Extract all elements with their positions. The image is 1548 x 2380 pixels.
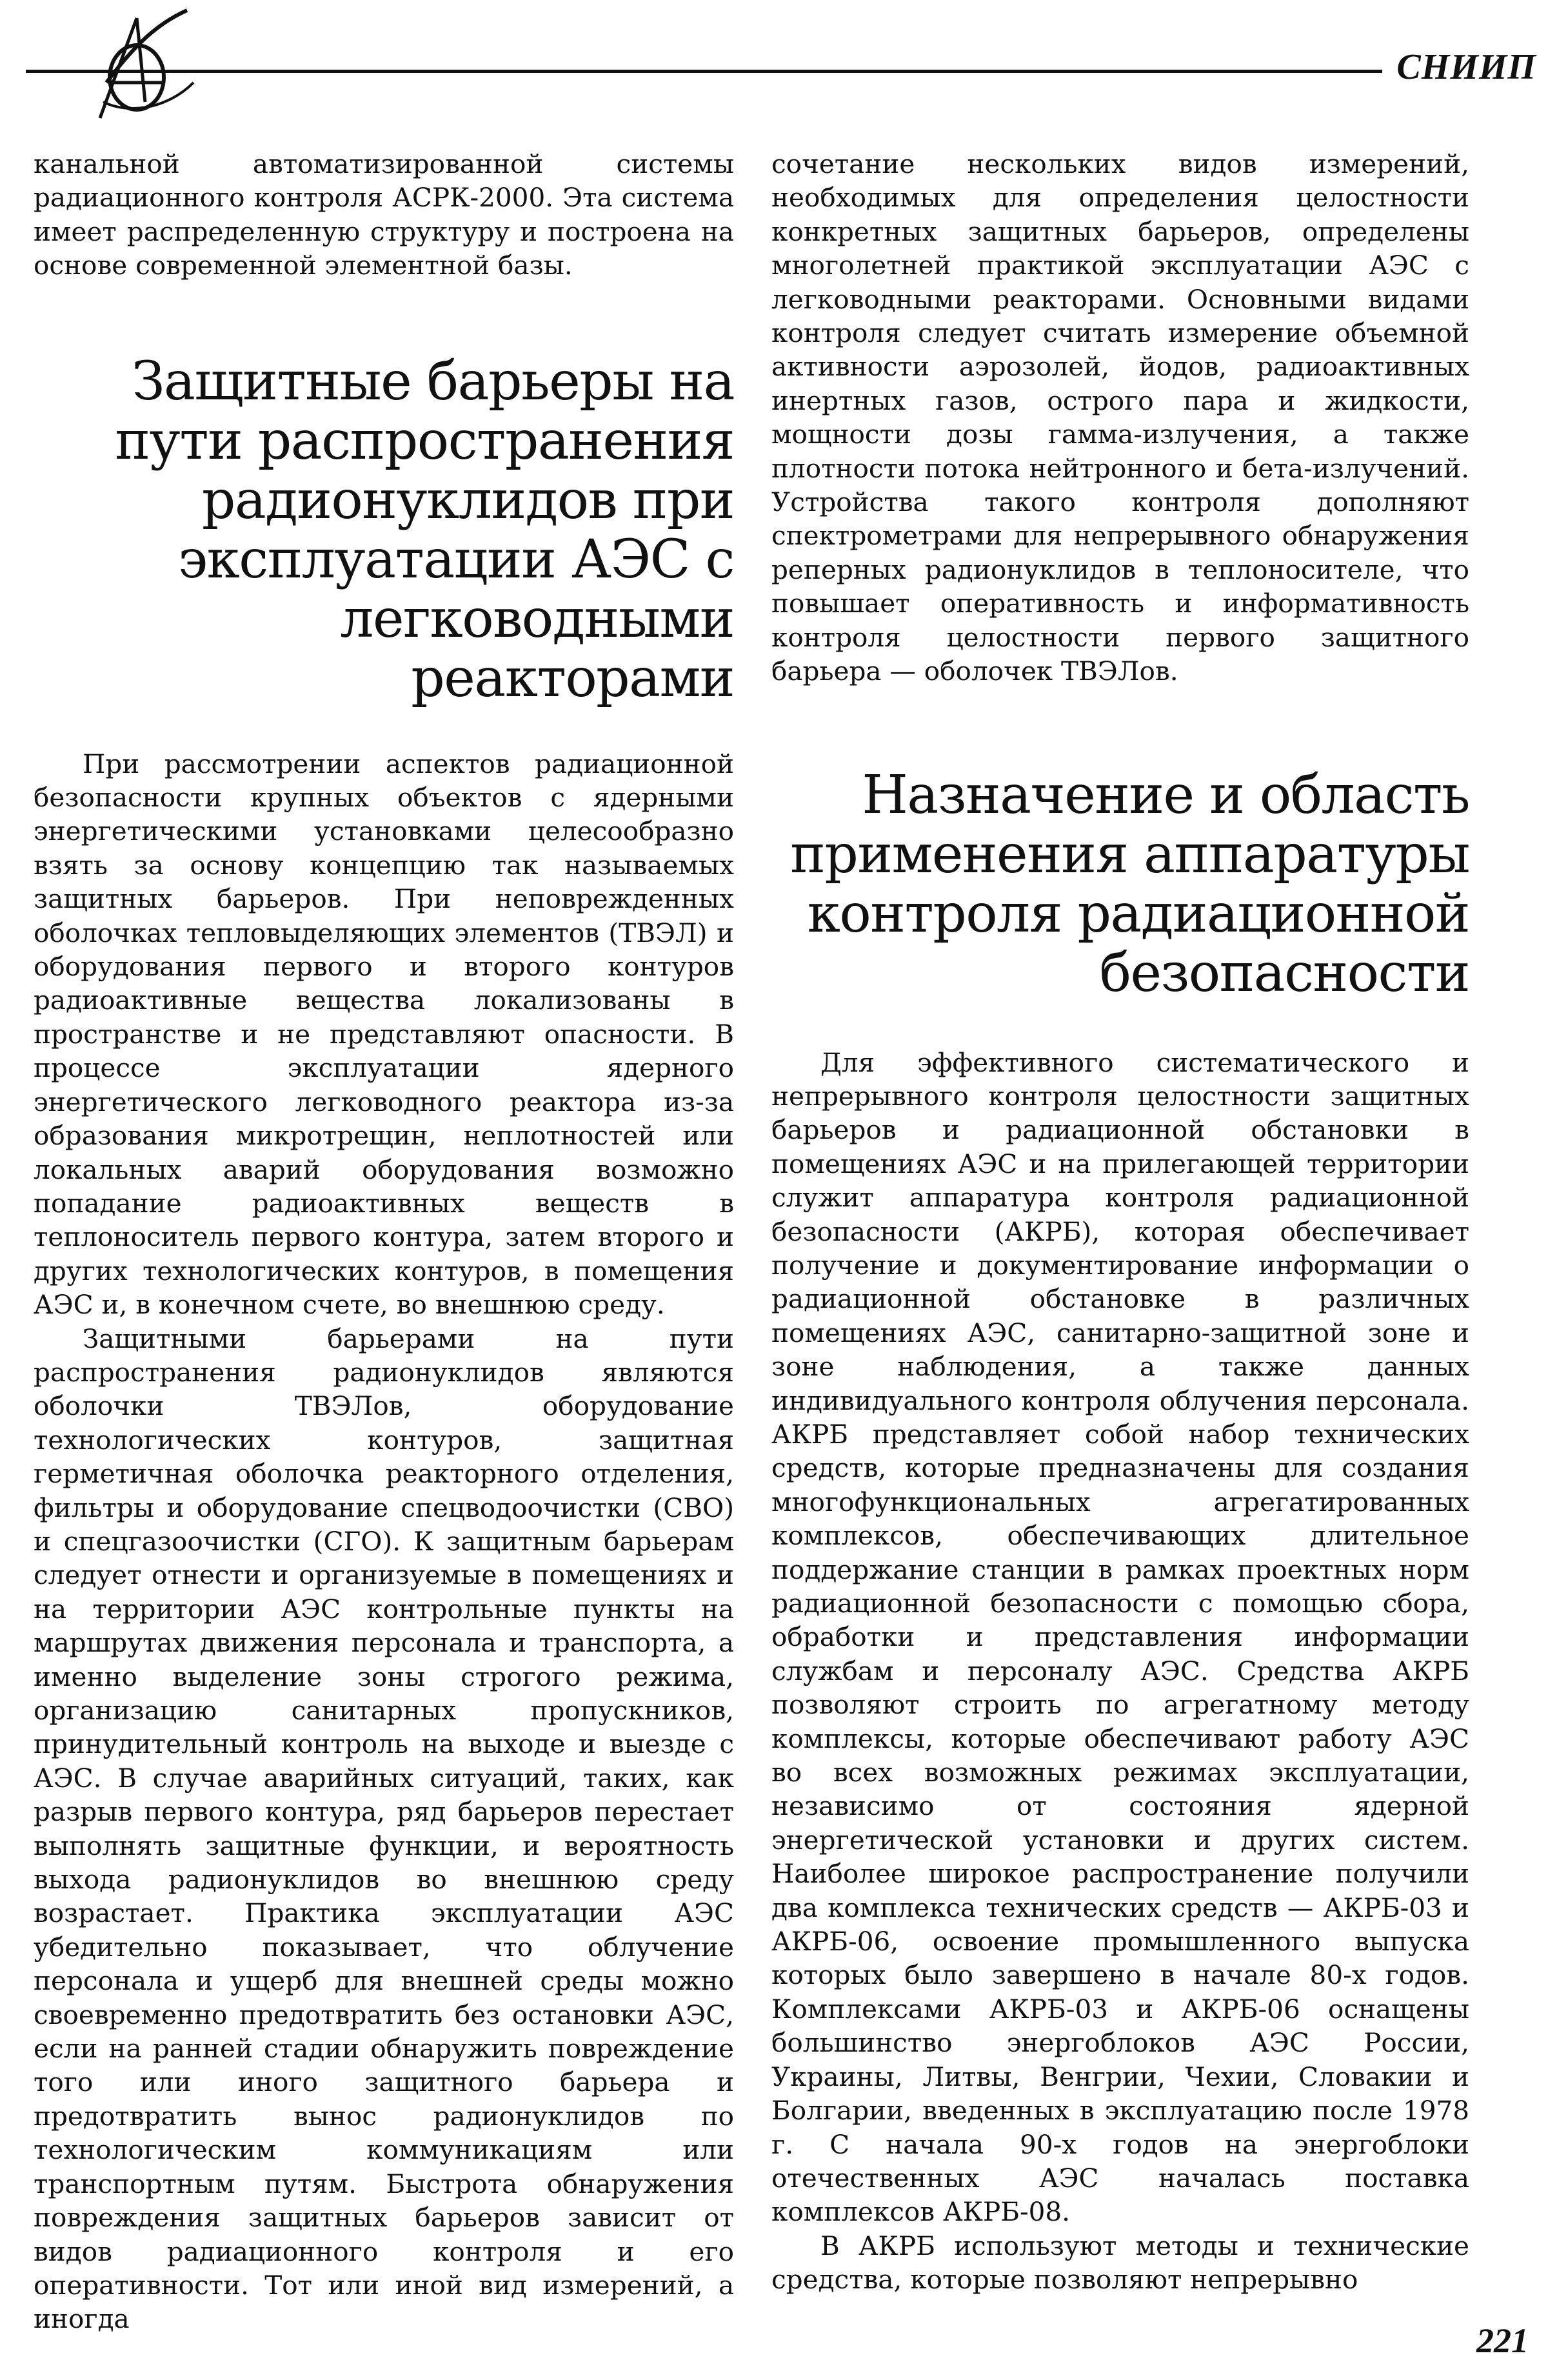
page-number: 221 [1476,2321,1529,2360]
body-paragraph: Защитными барьерами на пути распространения радионуклидов являются оболочки ТВЭЛов, оборудование технологических контуров, защитная герметичная оболочка реакторного отделения, фильтры и оборудование спецводоочистки (СВО) и спецгазоочистки (СГО). К защитным барьерам следует отнести и организуемые в помещениях и на территории АЭС контрольные пункты на маршрутах движения персонала и транспорта, а именно выделение зоны строгого режима, организацию санитарных пропускников, принудительный контроль на выходе и выезде с АЭС. В случае аварийных ситуаций, таких, как разрыв первого контура, ряд барьеров перестает выполнять защитные функции, и вероятность выхода радионуклидов во внешнюю среду возрастает. Практика эксплуатации АЭС убедительно показывает, что облучение персонала и ущерб для внешней среды можно своевременно предотвратить без остановки АЭС, если на ранней стадии обнаружить повреждение того или иного защитного барьера и предотвратить вынос радионуклидов по технологическим коммуникациям или транспортным путям. Быстрота обнаружения повреждения защитных барьеров зависит от видов радиационного контроля и его оперативности. Тот или иной вид измерений, а иногда [34,1323,734,2335]
body-paragraph: Для эффективного систематического и непрерывного контроля целостности защитных барьеров и радиационной обстановки в помещениях АЭС и на прилегающей территории служит аппаратура контроля радиационной безопасности (АКРБ), которая обеспечивает получение и документирование информации о радиационной обстановке в различных помещениях АЭС, санитарно-защитной зоне и зоне наблюдения, а также данных индивидуального контроля облучения персонала. АКРБ представляет собой набор технических средств, которые предназначены для создания многофункциональных агрегатированных комплексов, обеспечивающих длительное поддержание станции в рамках проектных норм радиационной безопасности с помощью сбора, обработки и представления информации службам и персоналу АЭС. Средства АКРБ позволяют строить по агрегатному методу комплексы, которые обеспечивают работу АЭС во всех возможных режимах эксплуатации, независимо от состояния ядерной энергетической установки и других систем. Наиболее широкое распространение получили два комплекса технических средств — АКРБ-03 и АКРБ-06, освоение промышленного выпуска которых было завершено в начале 80-х годов. Комплексами АКРБ-03 и АКРБ-06 оснащены большинство энергоблоков АЭС России, Украины, Литвы, Венгрии, Чехии, Словакии и Болгарии, введенных в эксплуатацию после 1978 г. С начала 90-х годов на энергоблоки отечественных АЭС началась поставка комплексов АКРБ-08. [771,1046,1469,2228]
section-title-protective-barriers: Защитные барьеры на пути распространения радионуклидов при эксплуатации АЭС с легководными реакторами [115,350,734,709]
left-intro-paragraph: канальной автоматизированной системы радиационного контроля АСРК-2000. Эта система имеет распределенную структуру и построена на основе современной элементной базы. [34,148,734,281]
header-rule [26,70,1400,73]
running-title: СНИИП [1382,49,1536,85]
body-paragraph: В АКРБ используют методы и технические средства, которые позволяют непрерывно [771,2230,1469,2295]
snip-logo-icon [39,5,226,128]
right-intro-paragraph: сочетание нескольких видов измерений, необходимых для определения целостности конкретных защитных барьеров, определены многолетней практикой эксплуатации АЭС с легководными реакторами. Основными видами контроля следует считать измерение объемной активности аэрозолей, йодов, радиоактивных инертных газов, острого пара и жидкости, мощности дозы гамма-излучения, а также плотности потока нейтронного и бета-излучений. Устройства такого контроля дополняют спектрометрами для непрерывного обнаружения реперных радионуклидов в теплоносителе, что повышает оперативность и информативность контроля целостности первого защитного барьера — оболочек ТВЭЛов. [771,148,1469,687]
section-title-equipment-purpose: Назначение и область применения аппаратуры контроля радиационной безопасности [790,764,1469,1004]
body-paragraph: При рассмотрении аспектов радиационной безопасности крупных объектов с ядерными энергетическими установками целесообразно взять за основу концепцию так называемых защитных барьеров. При неповрежденных оболочках тепловыделяющих элементов (ТВЭЛ) и оборудования первого и второго контуров радиоактивные вещества локализованы в пространстве и не представляют опасности. В процессе эксплуатации ядерного энергетического легководного реактора из-за образования микротрещин, неплотностей или локальных аварий оборудования возможно попадание радиоактивных веществ в теплоноситель первого контура, затем второго и других технологических контуров, в помещения АЭС и, в конечном счете, во внешнюю среду. [34,748,734,1321]
left-column [34,147,734,2336]
right-column [771,147,1469,2297]
